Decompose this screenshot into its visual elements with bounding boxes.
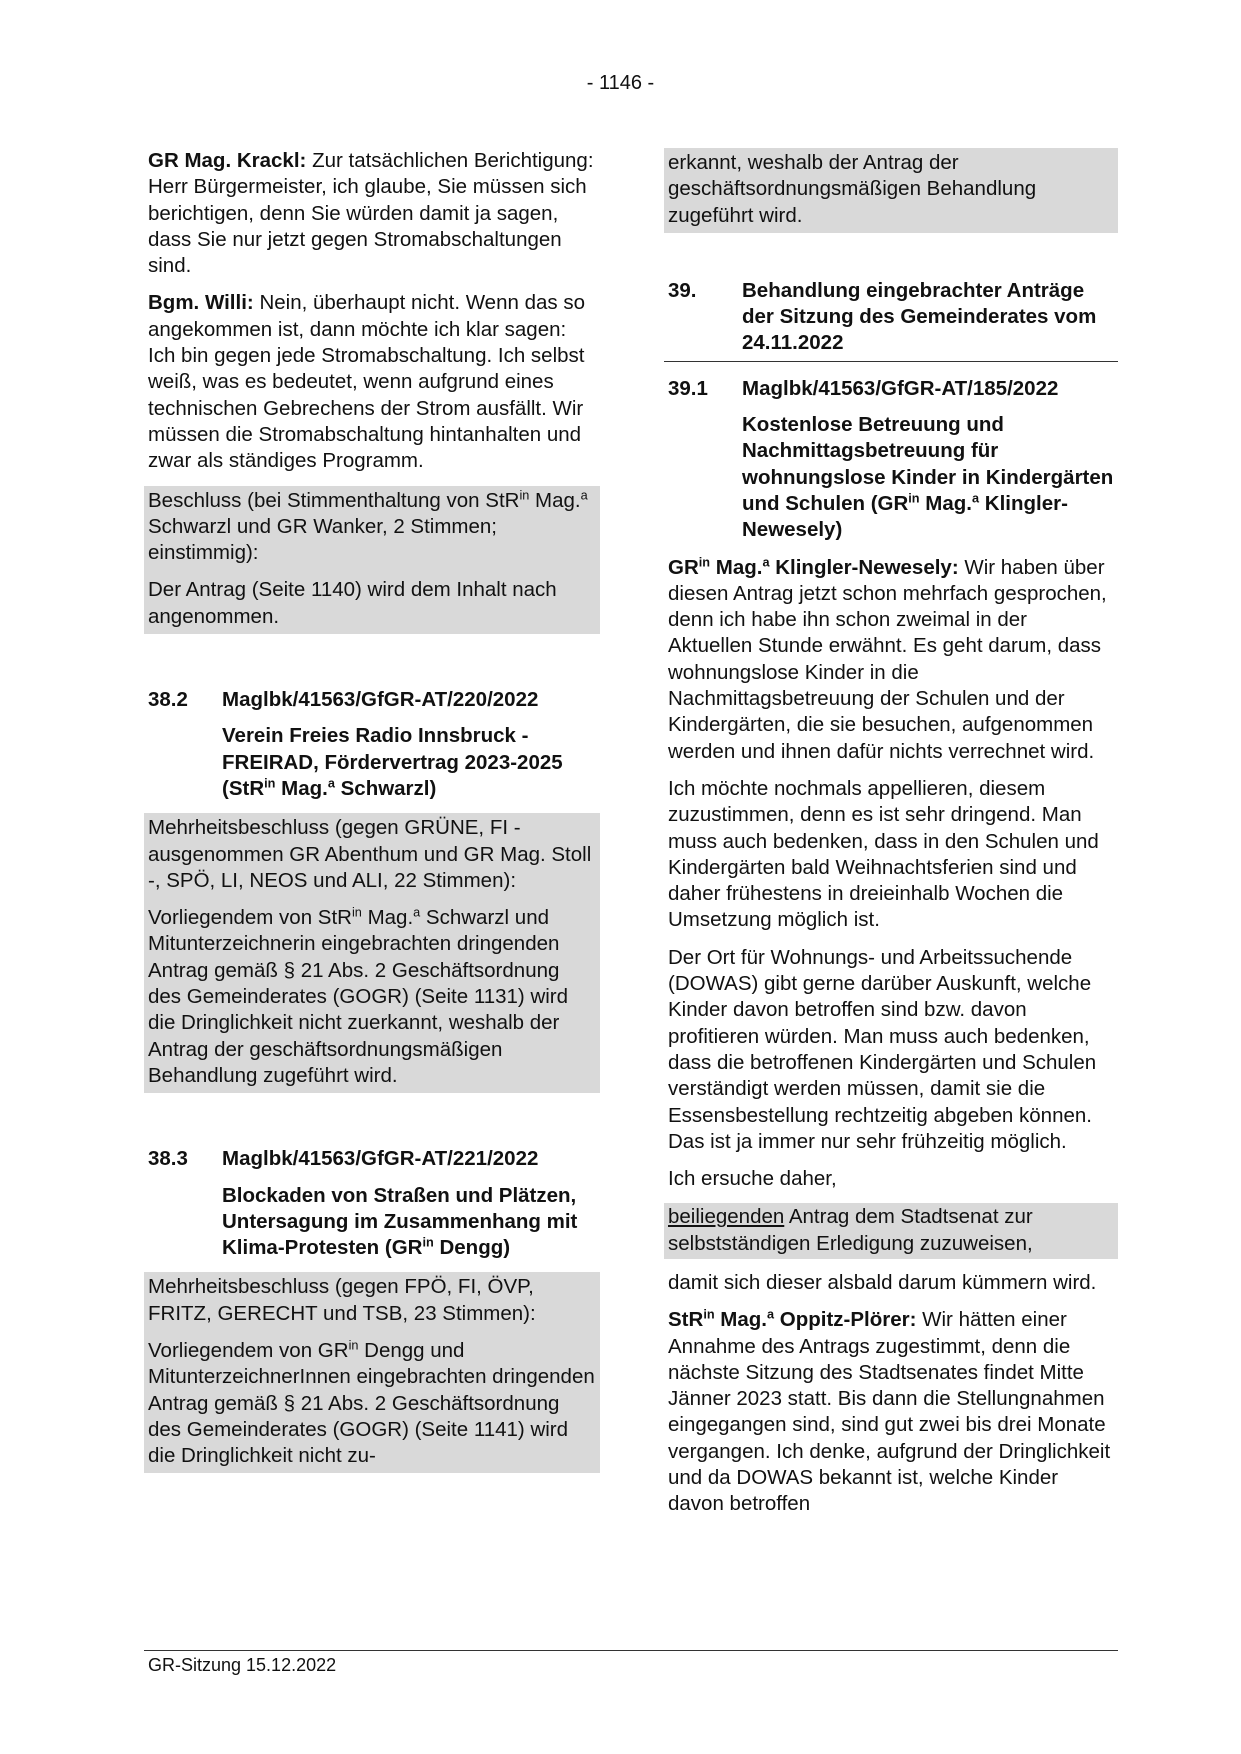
section-reference: Maglbk/41563/GfGR-AT/220/2022 (222, 688, 539, 712)
footer-divider (144, 1650, 1118, 1651)
speech-paragraph: damit sich dieser alsbald darum kümmern wird. (668, 1270, 1097, 1294)
left-column (144, 148, 600, 1484)
speaker-name: Bgm. Willi: (148, 291, 254, 315)
resolution-vote: Beschluss (bei Stimmenthaltung von StR$^{in}$ Mag.$^a$ Schwarzl und GR Wanker, 2 Stimmen; einstimmig): (148, 486, 588, 565)
section-reference: Maglbk/41563/GfGR-AT/185/2022 (742, 376, 1059, 400)
section-number: 38.2 (148, 688, 188, 712)
section-heading-38-2 (144, 687, 600, 713)
divider (664, 361, 1118, 362)
resolution-result: Der Antrag (Seite 1140) wird dem Inhalt nach angenommen. (148, 578, 557, 628)
resolution-box (144, 1272, 600, 1473)
section-heading-39-1 (664, 376, 1118, 402)
speech-text: Zur tatsächlichen Berichtigung: Herr Bürgermeister, ich glaube, Sie müssen sich berichtigen, denn Sie würden damit ja sagen, dass Sie nur jetzt gegen Stromabschaltungen sind. (148, 149, 594, 278)
speaker-name: $GR^{in}$ Mag.$^a$ Klingler-Newesely: (668, 553, 959, 579)
speech-paragraph: Ich ersuche daher, (668, 1167, 837, 1191)
speech-klingler-newesely (664, 555, 1118, 765)
motion-box (664, 1203, 1118, 1259)
resolution-box (144, 486, 600, 634)
speaker-name: StR$^{in}$ Mag.$^a$ Oppitz-Plörer: (668, 1306, 917, 1332)
section-title: Blockaden von Straßen und Plätzen, Untersagung im Zusammenhang mit Klima-Protesten ($GR^{in}$ Dengg) (222, 1183, 578, 1260)
right-column (664, 148, 1118, 1529)
section-title: Behandlung eingebrachter Anträge der Sitzung des Gemeinderates vom 24.11.2022 (742, 278, 1097, 355)
speech-text: Nein, überhaupt nicht. Wenn das so angekommen ist, dann möchte ich klar sagen: Ich bin gegen jede Stromabschaltung. Ich selbst weiß, was es bedeutet, wenn aufgrund eines technischen Gebrechens der Strom ausfällt. Wir müssen die Stromabschaltung hintanhalten und zwar als ständiges Programm. (148, 291, 585, 473)
resolution-vote: Mehrheitsbeschluss (gegen FPÖ, FI, ÖVP, FRITZ, GERECHT und TSB, 23 Stimmen): (148, 1275, 536, 1325)
resolution-box-continued (664, 148, 1118, 233)
section-number: 39.1 (668, 376, 708, 400)
section-title: Kostenlose Betreuung und Nachmittagsbetreuung für wohnungslose Kinder in Kindergärten und Schulen ($GR^{in}$ Mag.$^a$ Klingler-Newesely) (742, 413, 1114, 542)
speech-text: Wir hätten einer Annahme des Antrags zugestimmt, denn die nächste Sitzung des Stadtsenates findet Mitte Jänner 2023 statt. Bis dann die Stellungnahmen eingegangen sind, sind gut zwei bis drei Monate vergangen. Ich denke, aufgrund der Dringlichkeit und da DOWAS bekannt ist, welche Kinder davon betroffen (668, 1308, 1111, 1516)
speech-text: Wir haben über diesen Antrag jetzt schon mehrfach gesprochen, denn ich habe ihn schon zweimal in der Aktuellen Stunde erwähnt. Es geht darum, dass wohnungslose Kinder in die Nachmittagsbetreuung der Schulen und der Kindergärten, die sie besuchen, aufgenommen werden und ihnen dafür nichts verrechnet wird. (668, 555, 1107, 763)
speech-willi (144, 290, 600, 474)
motion-text: beiliegenden Antrag dem Stadtsenat zur selbstständigen Erledigung zuzuweisen, (668, 1205, 1033, 1255)
resolution-vote: Mehrheitsbeschluss (gegen GRÜNE, FI - ausgenommen GR Abenthum und GR Mag. Stoll -, SPÖ, LI, NEOS und ALI, 22 Stimmen): (148, 816, 592, 892)
footer: GR-Sitzung 15.12.2022 (148, 1655, 337, 1675)
section-title: Verein Freies Radio Innsbruck - FREIRAD, Fördervertrag 2023-2025 (StR$^{in}$ Mag.$^a$ Schwarzl) (222, 724, 563, 800)
resolution-box (144, 813, 600, 1093)
resolution-result: Vorliegendem von $GR^{in}$ Dengg und MitunterzeichnerInnen eingebrachten dringenden Antrag gemäß § 21 Abs. 2 Geschäftsordnung des Gemeinderates (GOGR) (Seite 1141) wird die Dringlichkeit nicht zu- (148, 1337, 595, 1468)
section-heading-38-3 (144, 1146, 600, 1172)
speech-paragraph: Der Ort für Wohnungs- und Arbeitssuchende (DOWAS) gibt gerne darüber Auskunft, welche Kinder davon betroffen sind bzw. davon profitieren würden. Man muss auch bedenken, dass die betroffenen Kindergärten und Schulen verständigt werden müssen, damit sie die Essensbestellung rechtzeitig abgeben können. Das ist ja immer nur sehr frühzeitig möglich. (668, 945, 1097, 1153)
speech-krackl (144, 148, 600, 279)
speaker-name: GR Mag. Krackl: (148, 149, 307, 172)
section-number: 39. (668, 278, 697, 302)
page-number: - 1146 - (586, 72, 655, 94)
speech-oppitz-ploerer (664, 1307, 1118, 1517)
speech-paragraph: Ich möchte nochmals appellieren, diesem zuzustimmen, denn es ist sehr dringend. Man muss auch bedenken, dass in den Schulen und Kindergärten bald Weihnachtsferien sind und daher frühestens in dreieinhalb Wochen die Umsetzung möglich ist. (668, 776, 1099, 932)
section-reference: Maglbk/41563/GfGR-AT/221/2022 (222, 1147, 539, 1171)
section-number: 38.3 (148, 1147, 188, 1171)
resolution-result: Vorliegendem von StR$^{in}$ Mag.$^a$ Schwarzl und Mitunterzeichnerin eingebrachten dringenden Antrag gemäß § 21 Abs. 2 Geschäftsordnung des Gemeinderates (GOGR) (Seite 1131) wird die Dringlichkeit nicht zuerkannt, weshalb der Antrag der geschäftsordnungsmäßigen Behandlung zugeführt wird. (148, 904, 569, 1087)
section-heading-39 (664, 278, 1118, 357)
resolution-result: erkannt, weshalb der Antrag der geschäftsordnungsmäßigen Behandlung zugeführt wird. (668, 151, 1037, 227)
